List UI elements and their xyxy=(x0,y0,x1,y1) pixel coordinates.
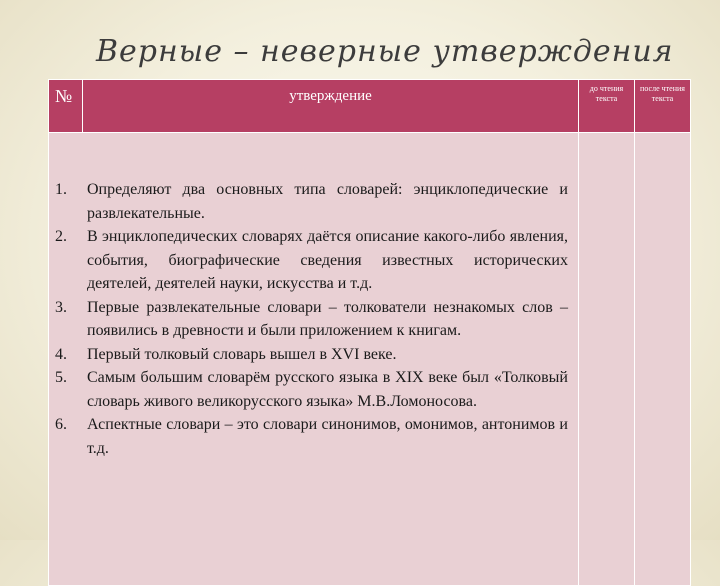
statement-item xyxy=(55,366,568,413)
before-reading-cell[interactable] xyxy=(579,133,635,586)
item-text: Первые развлекательные словари – толкователи незнакомых слов – появились в древности и были приложением к книгам. xyxy=(87,298,568,339)
statement-list xyxy=(55,178,568,460)
item-number: 1. xyxy=(55,181,67,198)
item-number: 4. xyxy=(55,345,67,363)
item-text: В энциклопедических словарях даётся описание какого-либо явления, события, биографические сведения известных исторических деятелей, деятелей науки, искусства и т.д. xyxy=(87,228,568,292)
header-statement: утверждение xyxy=(83,80,579,133)
header-number: № xyxy=(49,80,83,133)
statement-item xyxy=(55,413,568,460)
slide-title: Верные – неверные утверждения xyxy=(96,34,674,69)
item-text: Аспектные словари – это словари синонимов, омонимов, антонимов и т.д. xyxy=(87,416,568,457)
statement-item xyxy=(55,296,568,343)
item-number: 2. xyxy=(55,228,67,245)
item-text: Определяют два основных типа словарей: энциклопедические и развлекательные. xyxy=(87,181,568,222)
item-number: 3. xyxy=(55,298,67,316)
statement-item xyxy=(55,178,568,225)
after-reading-cell[interactable] xyxy=(635,133,691,586)
header-after-reading: после чтения текста xyxy=(635,80,691,133)
header-before-reading: до чтения текста xyxy=(579,80,635,133)
statements-table xyxy=(48,79,691,586)
statement-item xyxy=(55,225,568,296)
item-text: Самым большим словарём русского языка в XIX веке был «Толковый словарь живого великорусского языка» М.В.Ломоносова. xyxy=(87,369,568,410)
statement-item xyxy=(55,343,568,367)
item-number: 6. xyxy=(55,416,67,433)
statements-cell xyxy=(49,133,579,586)
table-body-row xyxy=(49,133,691,586)
table-header-row xyxy=(49,80,691,133)
item-number: 5. xyxy=(55,369,67,386)
item-text: Первый толковый словарь вышел в XVI веке. xyxy=(87,345,397,363)
